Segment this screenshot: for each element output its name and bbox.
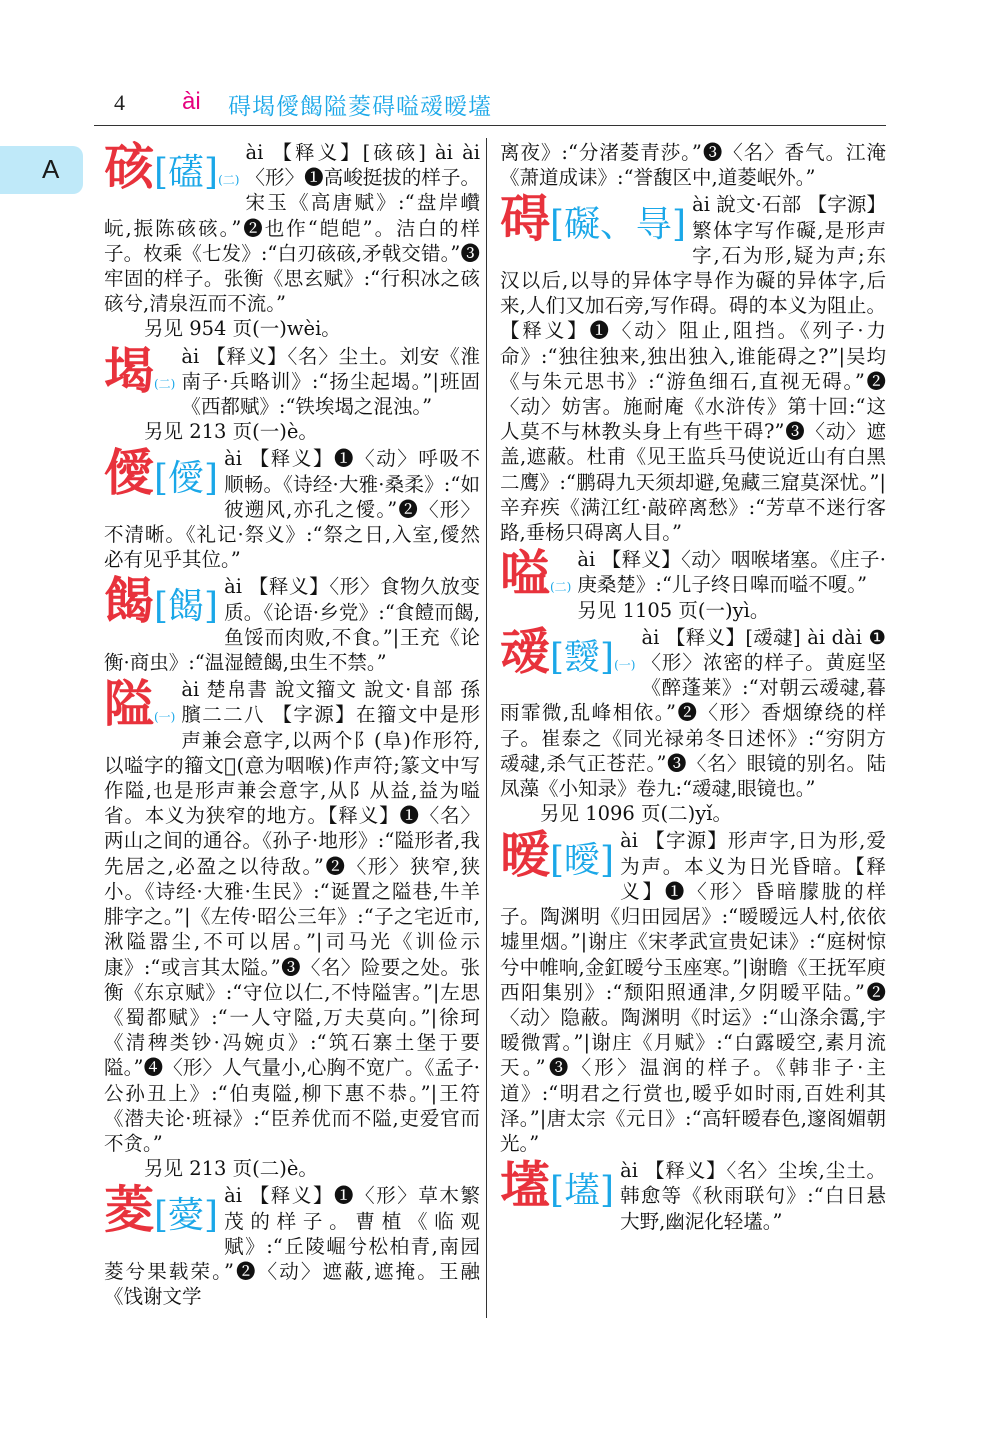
entry-headword: 堨(二) [104,340,176,400]
column-divider [486,138,487,1318]
entry-headword: 隘(一) [104,674,176,734]
header-rule [94,125,886,126]
side-tab-letter: A [42,154,60,184]
entry-cross-reference: 另见 1105 页(一)yì。 [577,598,770,622]
entry-reading-index: (二) [218,173,240,187]
entry-text: ài 【释义】〈名〉尘土。刘安《淮南子·兵略训》:“扬尘起堨。”|班固《西都赋》:“铁埃堨之混浊。” [181,344,480,419]
left-column [104,137,480,1311]
entry-reading-index: (二) [550,580,572,595]
entry-variant: [壒] [550,1170,615,1212]
dictionary-entry [500,140,886,190]
entry-cross-reference: 另见 1096 页(二)yǐ。 [540,802,732,826]
entry-cross-reference: 另见 213 页(一)è。 [144,420,318,444]
dictionary-entry [500,621,886,827]
dictionary-entry [104,674,480,1181]
entry-headword: 餲[餲] [104,571,219,631]
entry-text: ài 【释义】[硋硋] ài ài〈形〉❶高峻挺拔的样子。宋玉《高唐赋》:“盘岸巑岏,振陈硋硋。”❷也作“皑皑”。洁白的样子。枚乘《七发》:“白刃硋硋,矛戟交错。”❸牢固的样子。张衡《思玄赋》:“行积冰之硋硋兮,清泉沍而不流。” [104,141,480,316]
entry-reading-index: (一) [154,710,176,725]
entry-text: 离夜》:“分渚菱青莎。”❸〈名〉香气。江淹《萧道成诔》:“誉馥区中,道菱岷外。” [500,141,886,190]
entry-text: ài 【字源】形声字,日为形,爱为声。本义为日光昏暗。【释义】❶〈形〉昏暗朦胧的样子。陶渊明《归田园居》:“暧暧远人村,依依墟里烟。”|谢庄《宋孝武宣贵妃诔》:“庭树惊兮中帷响,金釭暧兮玉座寒。”|谢瞻《王抚军庾西阳集别》:“颓阳照通津,夕阴暧平陆。”❷〈动〉隐蔽。陶渊明《时运》:“山涤余霭,宇暧微霄。”|谢庄《月赋》:“白露暧空,素月流天。”❸〈形〉温润的样子。《韩非子·主道》:“明君之行赏也,暧乎如时雨,百姓利其泽。”|唐太宗《元日》:“高轩暧春色,邃阁媚朝光。” [500,829,886,1155]
entry-variant: [曖] [550,840,615,882]
dictionary-entry [104,340,480,445]
entry-text: ài 【释义】〈形〉食物久放变质。《论语·乡党》:“食饐而餲,鱼馁而肉败,不食。”|王充《论衡·商虫》:“温湿饐餲,虫生不禁。” [104,575,480,675]
entry-variant: [靉] [550,636,615,678]
dictionary-entry [500,189,886,545]
dictionary-entry [500,825,886,1156]
dictionary-entry [104,443,480,572]
header-characters: 碍堨僾餲隘菱碍嗌叆暧壒 [228,94,492,120]
entry-headword: 暧[曖] [500,825,615,885]
entry-variant: [薆] [154,1195,219,1237]
entry-variant: [礙、㝵] [550,204,687,246]
entry-variant: [礚] [154,152,219,193]
entry-headword: 硋[礚](二) [104,137,240,196]
page-number: 4 [114,90,125,115]
entry-headword: 叆[靉](一) [500,621,636,681]
entry-headword: 嗌(二) [500,544,572,604]
entry-reading-index: (一) [614,657,636,672]
entry-headword: 僾[僾] [104,443,219,503]
side-index-tab[interactable] [0,146,83,194]
entry-text: ài 【释义】❶〈动〉呼吸不顺畅。《诗经·大雅·桑柔》:“如彼遡风,亦孔之僾。”❷〈形〉不清晰。《礼记·祭义》:“祭之日,入室,僾然必有见乎其位。” [104,447,480,572]
dictionary-entry [500,544,886,623]
header-pinyin: ài [182,88,201,115]
entry-cross-reference: 另见 954 页(一)wèi。 [144,317,341,341]
entry-headword: 碍[礙、㝵] [500,189,687,249]
entry-reading-index: (二) [154,376,176,391]
right-column [500,140,886,1236]
dictionary-entry [104,137,480,342]
dictionary-entry [500,1155,886,1234]
entry-cross-reference: 另见 213 页(二)è。 [144,1157,318,1181]
entry-text: ài 【释义】❶〈形〉草木繁茂的样子。曹植《临观赋》:“丘陵崛兮松柏青,南园菱兮果载荣。”❷〈动〉遮蔽,遮掩。王融《饯谢文学 [104,1184,480,1309]
entry-text: ài 【释义】〈名〉尘埃,尘土。韩愈等《秋雨联句》:“白日悬大野,幽泥化轻壒。” [620,1159,886,1233]
entry-variant: [僾] [154,458,219,500]
entry-headword: 壒[壒] [500,1155,615,1215]
entry-variant: [餲] [154,586,219,628]
entry-text: ài 【释义】[叆叇] ài dài ❶〈形〉浓密的样子。黄庭坚《醉蓬莱》:“对朝云叆叇,暮雨霏微,乱峰相依。”❷〈形〉香烟缭绕的样子。崔泰之《同光禄弟冬日述怀》:“穷阴方叆叇,杀气正苍茫。”❸〈名〉眼镜的别名。陆凤藻《小知录》卷九:“叆叇,眼镜也。” [500,625,886,801]
entry-headword: 菱[薆] [104,1180,219,1240]
dictionary-entry [104,1180,480,1309]
entry-text: ài 說文·石部 【字源】繁体字写作礙,是形声字,石为形,疑为声;东汉以后,以㝵的异体字㝵作为礙的异体字,后来,人们又加石旁,写作碍。碍的本义为阻止。【释义】❶〈动〉阻止,阻挡。《列子·力命》:“独往独来,独出独入,谁能碍之?”|吴均《与朱元思书》:“游鱼细石,直视无碍。”❷〈动〉妨害。施耐庵《水浒传》第十回:“这人莫不与林教头身上有些干碍?”❸〈动〉遮盖,遮蔽。杜甫《见王监兵马使说近山有白黑二鹰》:“鹏碍九天须却避,兔藏三窟莫深忧。”|辛弃疾《满江红·敲碎离愁》:“芳草不迷行客路,垂杨只碍离人目。” [500,193,886,545]
page-header [110,86,890,122]
dictionary-entry [104,571,480,675]
entry-text: ài 【释义】〈动〉咽喉堵塞。《庄子·庚桑楚》:“儿子终日嗥而嗌不嗄。” [577,548,886,597]
entry-text: ài 楚帛書 說文籀文 說文·𨸏部 孫臏二二八 【字源】在籀文中是形声兼会意字,以两个阝(阜)作形符,以嗌字的籀文𦗻(意为咽喉)作声符;篆文中写作隘,也是形声兼会意字,从阝从益,益为嗌省。本义为狭窄的地方。【释义】❶〈名〉两山之间的通谷。《孙子·地形》:“隘形者,我先居之,必盈之以待敌。”❷〈形〉狭窄,狭小。《诗经·大雅·生民》:“诞置之隘巷,牛羊腓字之。”|《左传·昭公三年》:“子之宅近市,湫隘嚣尘,不可以居。”|司马光《训俭示康》:“或言其太隘。”❸〈名〉险要之处。张衡《东京赋》:“守位以仁,不恃隘害。”|左思《蜀都赋》:“一人守隘,万夫莫向。”|徐珂《清稗类钞·冯婉贞》:“筑石寨土堡于要隘。”❹〈形〉人气量小,心胸不宽广。《孟子·公孙丑上》:“伯夷隘,柳下惠不恭。”|王符《潜夫论·班禄》:“臣养优而不隘,吏爱官而不贪。” [104,678,480,1155]
